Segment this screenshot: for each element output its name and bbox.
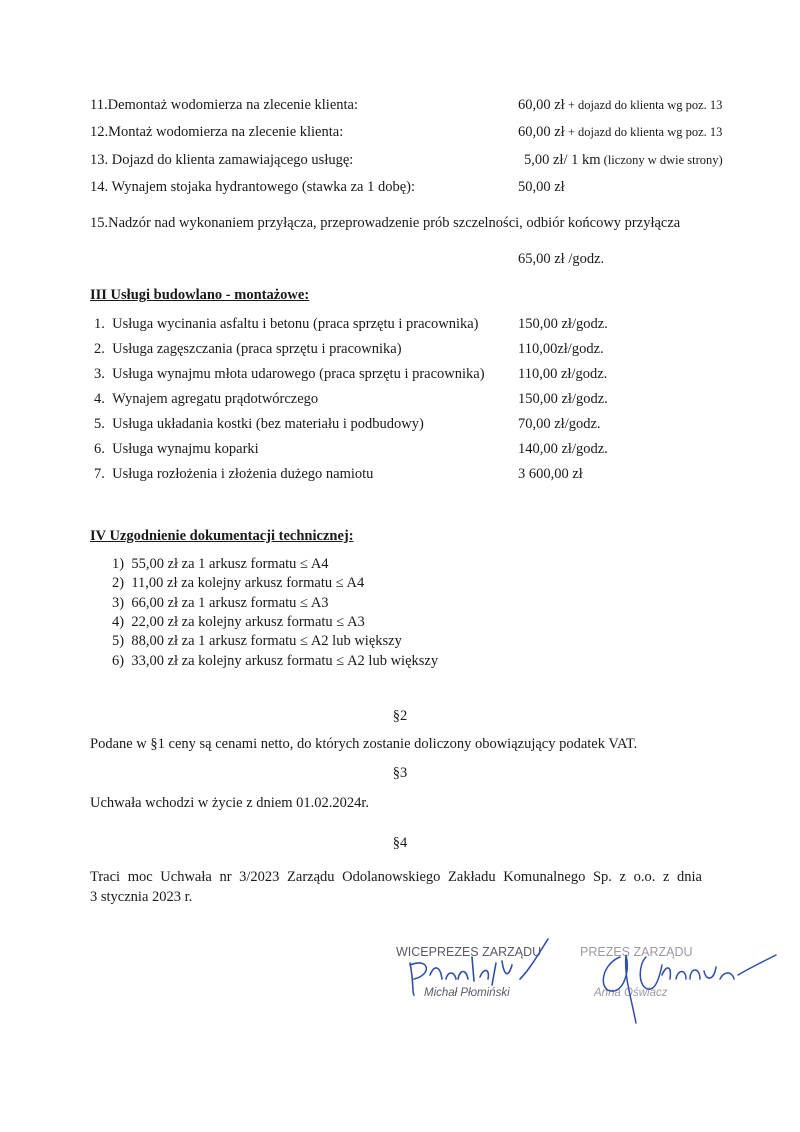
paragraph-2-symbol: §2 <box>392 708 408 724</box>
paragraph-3-text: Uchwała wchodzi w życie z dniem 01.02.2024r. <box>90 795 370 811</box>
item-name: Dojazd do klienta zamawiającego usługę: <box>108 152 354 168</box>
vice-president-signature <box>400 935 560 1005</box>
section-iii-price-4: 150,00 zł/godz. <box>518 391 608 407</box>
vice-president-stamp-title: WICEPREZES ZARZĄDU <box>396 945 542 959</box>
section-iii-item-6: 6. Usługa wynajmu koparki <box>94 441 259 457</box>
item-11 <box>90 96 358 114</box>
president-signature <box>590 935 780 1030</box>
item-12-price <box>518 123 722 141</box>
section-iii-item-1: 1. Usługa wycinania asfaltu i betonu (praca sprzętu i pracownika) <box>94 316 479 332</box>
item-15: 15.Nadzór nad wykonaniem przyłącza, przeprowadzenie prób szczelności, odbiór końcowy przyłącza <box>90 215 681 231</box>
section-iii-item-4: 4. Wynajem agregatu prądotwórczego <box>94 391 319 407</box>
item-number: 14. <box>90 179 109 195</box>
section-iii-price-2: 110,00zł/godz. <box>518 341 604 357</box>
section-iv-item-6: 6) 33,00 zł za kolejny arkusz formatu ≤ A2 lub większy <box>112 653 439 669</box>
section-iii-price-3: 110,00 zł/godz. <box>518 366 608 382</box>
president-stamp-title: PREZES ZARZĄDU <box>580 945 693 959</box>
item-note: + dojazd do klienta wg poz. 13 <box>564 125 723 139</box>
section-iv-item-2: 2) 11,00 zł za kolejny arkusz formatu ≤ A4 <box>112 575 365 591</box>
paragraph-3-symbol: §3 <box>392 765 408 781</box>
paragraph-4-symbol: §4 <box>392 835 408 851</box>
item-name: Montaż wodomierza na zlecenie klienta: <box>108 124 344 140</box>
paragraph-4-text-line2: 3 stycznia 2023 r. <box>90 889 193 905</box>
section-iv-item-3: 3) 66,00 zł za 1 arkusz formatu ≤ A3 <box>112 595 329 611</box>
item-number: 13. <box>90 152 109 168</box>
item-note: + dojazd do klienta wg poz. 13 <box>564 98 723 112</box>
section-iv-heading: IV Uzgodnienie dokumentacji technicznej: <box>90 528 354 544</box>
item-12 <box>90 123 343 141</box>
section-iii-item-3: 3. Usługa wynajmu młota udarowego (praca sprzętu i pracownika) <box>94 366 485 382</box>
item-13 <box>90 151 353 169</box>
item-13-price <box>524 151 723 169</box>
item-price: 60,00 zł <box>518 124 565 140</box>
vice-president-stamp-name: Michał Płomiński <box>424 987 510 999</box>
section-iii-item-5: 5. Usługa układania kostki (bez materiału i podbudowy) <box>94 416 424 432</box>
section-iv-item-5: 5) 88,00 zł za 1 arkusz formatu ≤ A2 lub większy <box>112 633 402 649</box>
section-iii-price-7: 3 600,00 zł <box>518 466 583 482</box>
item-price: 60,00 zł <box>518 97 565 113</box>
item-name: Wynajem stojaka hydrantowego (stawka za 1 dobę): <box>108 179 416 195</box>
item-15-price: 65,00 zł /godz. <box>518 251 605 267</box>
section-iii-price-1: 150,00 zł/godz. <box>518 316 608 332</box>
paragraph-4-text: Traci moc Uchwała nr 3/2023 Zarządu Odolanowskiego Zakładu Komunalnego Sp. z o.o. z dnia <box>90 869 702 885</box>
section-iii-price-6: 140,00 zł/godz. <box>518 441 608 457</box>
item-11-price <box>518 96 722 114</box>
president-stamp-name: Anna Oświacz <box>594 987 668 999</box>
paragraph-2-text: Podane w §1 ceny są cenami netto, do których zostanie doliczony obowiązujący podatek VAT. <box>90 736 638 752</box>
section-iii-price-5: 70,00 zł/godz. <box>518 416 601 432</box>
section-iv-item-4: 4) 22,00 zł za kolejny arkusz formatu ≤ A3 <box>112 614 365 630</box>
section-iv-item-1: 1) 55,00 zł za 1 arkusz formatu ≤ A4 <box>112 556 329 572</box>
item-number: 11. <box>90 97 108 113</box>
item-name: Demontaż wodomierza na zlecenie klienta: <box>107 97 359 113</box>
item-14 <box>90 178 415 196</box>
section-iii-item-7: 7. Usługa rozłożenia i złożenia dużego namiotu <box>94 466 374 482</box>
item-note: (liczony w dwie strony) <box>600 153 723 167</box>
item-14-price <box>518 178 565 196</box>
item-number: 12. <box>90 124 109 140</box>
item-price: 5,00 zł/ 1 km <box>524 152 601 168</box>
section-iii-heading: III Usługi budowlano - montażowe: <box>90 287 310 303</box>
section-iii-item-2: 2. Usługa zagęszczania (praca sprzętu i pracownika) <box>94 341 402 357</box>
item-price: 50,00 zł <box>518 179 565 195</box>
